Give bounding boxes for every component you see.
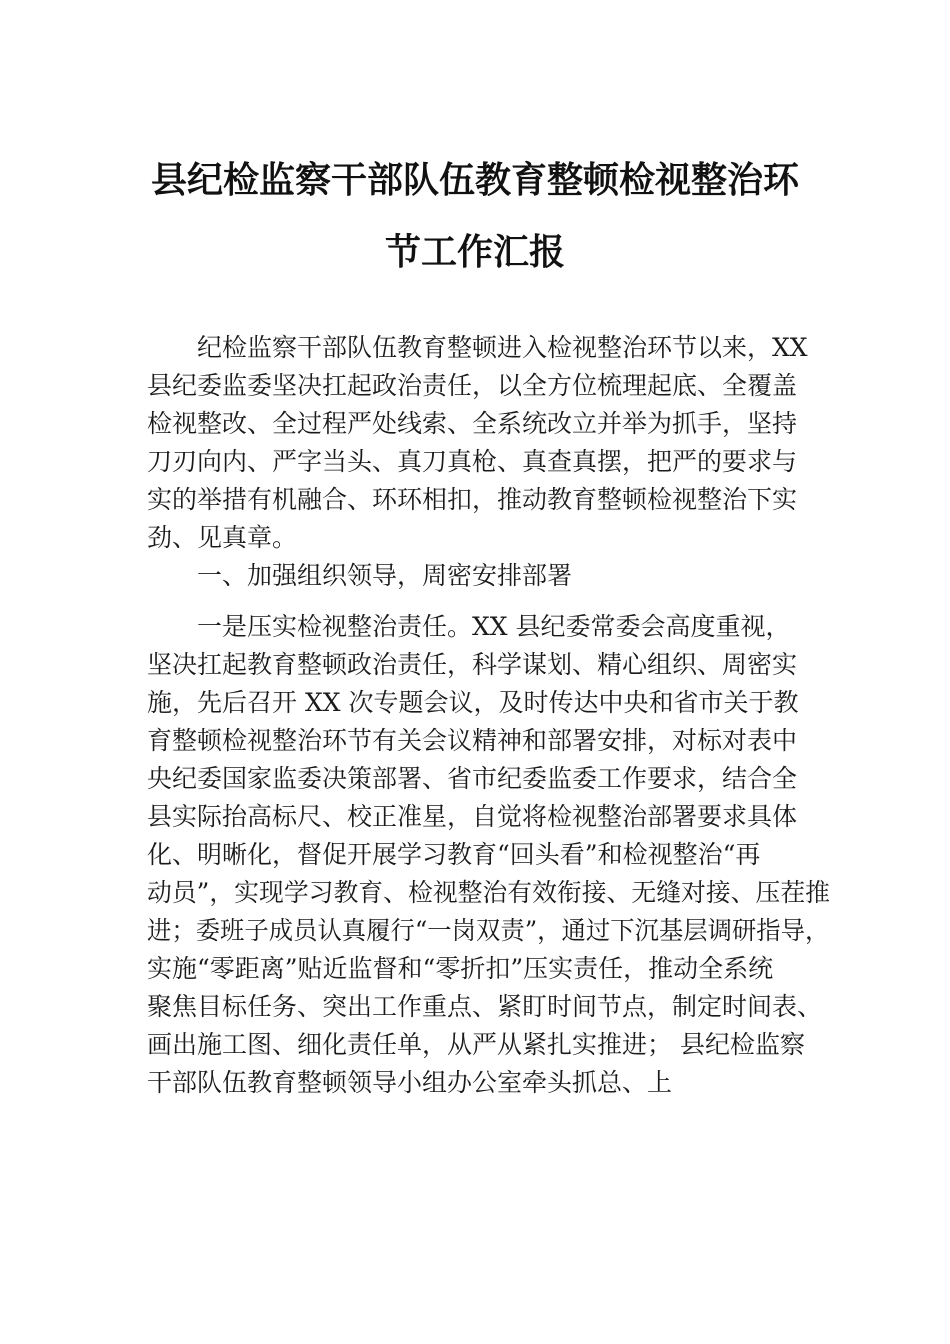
paragraph-1-line-6: 劲、见真章。 [147,523,298,552]
paragraph-2-line-11: 聚焦目标任务、突出工作重点、紧盯时间节点，制定时间表、 [147,992,823,1021]
document-title-line-2: 节工作汇报 [384,231,565,273]
paragraph-1-line-2: 县纪委监委坚决扛起政治责任，以全方位梳理起底、全覆盖 [147,371,798,400]
paragraph-1-line-5: 实的举措有机融合、环环相扣，推动教育整顿检视整治下实 [147,485,798,514]
document-title-line-1: 县纪检监察干部队伍教育整顿检视整治环 [150,159,799,201]
paragraph-1-line-3: 检视整改、全过程严处线索、全系统改立并举为抓手，坚持 [147,409,798,438]
paragraph-2-line-7: 化、明晰化，督促开展学习教育“回头看”和检视整治“再 [147,840,761,869]
paragraph-2-line-4: 育整顿检视整治环节有关会议精神和部署安排，对标对表中 [147,726,798,755]
section-heading-1: 一、加强组织领导，周密安排部署 [197,561,573,590]
paragraph-2-line-13: 干部队伍教育整顿领导小组办公室牵头抓总、上 [147,1068,673,1097]
paragraph-2-line-2: 坚决扛起教育整顿政治责任，科学谋划、精心组织、周密实 [147,650,798,679]
paragraph-2-line-3: 施，先后召开 XX 次专题会议，及时传达中央和省市关于教 [147,688,799,717]
paragraph-1-line-1: 纪检监察干部队伍教育整顿进入检视整治环节以来，XX [197,333,808,362]
paragraph-2-line-9: 进；委班子成员认真履行“一岗双责”，通过下沉基层调研指导， [147,916,830,945]
paragraph-2-line-6: 县实际抬高标尺、校正准星，自觉将检视整治部署要求具体 [147,802,798,831]
paragraph-2-line-5: 央纪委国家监委决策部署、省市纪委监委工作要求，结合全 [147,764,798,793]
paragraph-2-line-1: 一是压实检视整治责任。XX 县纪委常委会高度重视， [197,612,791,641]
paragraph-2-line-10: 实施“零距离”贴近监督和“零折扣”压实责任，推动全系统 [147,954,774,983]
paragraph-2-line-12: 画出施工图、细化责任单，从严从紧扎实推进； 县纪检监察 [147,1030,805,1059]
paragraph-1-line-4: 刀刃向内、严字当头、真刀真枪、真查真摆，把严的要求与 [147,447,798,476]
paragraph-2-line-8: 动员”，实现学习教育、检视整治有效衔接、无缝对接、压茬推 [147,878,830,907]
